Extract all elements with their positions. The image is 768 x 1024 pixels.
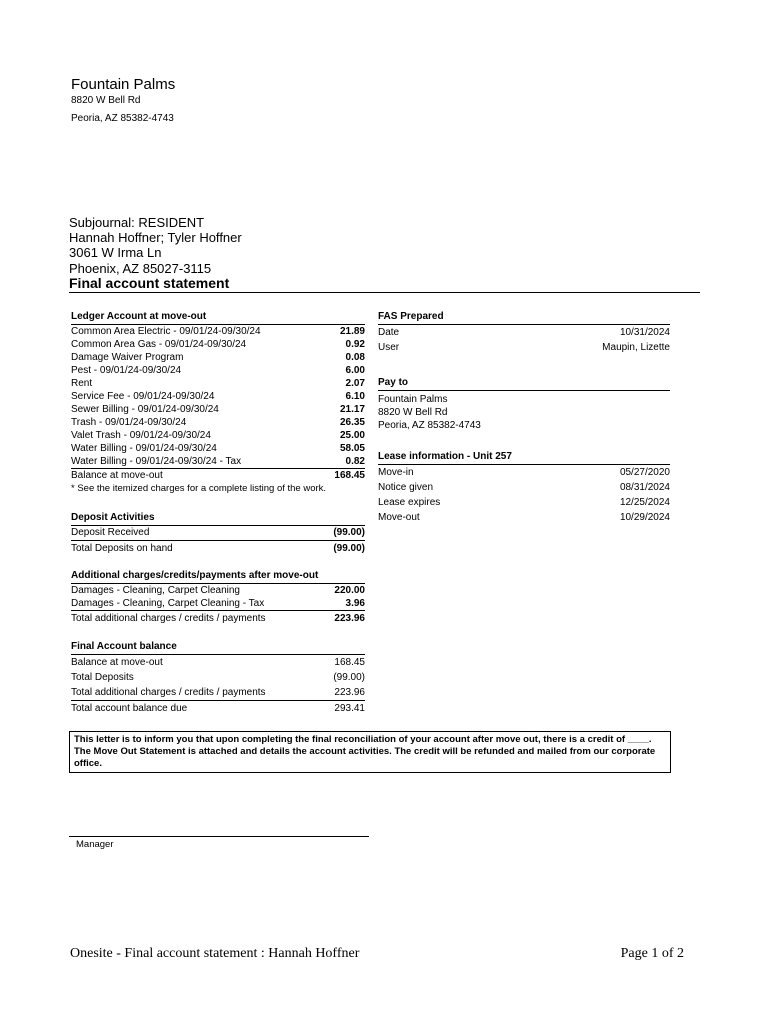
- row-value: Maupin, Lizette: [602, 342, 670, 353]
- additional-heading: Additional charges/credits/payments after move-out: [71, 569, 365, 584]
- property-name: Fountain Palms: [71, 76, 176, 93]
- table-row: [71, 364, 365, 377]
- row-value: 220.00: [334, 585, 365, 596]
- row-value: 26.35: [339, 417, 365, 428]
- additional-section: [71, 569, 365, 625]
- row-value: 0.08: [345, 352, 365, 363]
- table-row: [71, 526, 365, 540]
- deposits-total-row: [71, 540, 365, 555]
- ledger-total-row: [71, 468, 365, 482]
- footer-page-number: Page 1 of 2: [620, 946, 684, 961]
- row-label: Damages - Cleaning, Carpet Cleaning - Tax: [71, 598, 265, 609]
- row-label: Common Area Electric - 09/01/24-09/30/24: [71, 326, 261, 337]
- row-value: 58.05: [339, 443, 365, 454]
- row-value: (99.00): [333, 527, 365, 538]
- row-label: Move-out: [378, 512, 420, 523]
- deposit-rows: [71, 526, 365, 540]
- deposits-heading: Deposit Activities: [71, 511, 365, 526]
- row-label: Rent: [71, 378, 93, 389]
- property-street: 8820 W Bell Rd: [71, 95, 141, 106]
- row-label: Date: [378, 327, 400, 338]
- row-value: 21.89: [339, 326, 365, 337]
- subjournal: Subjournal: RESIDENT: [69, 215, 205, 230]
- title-rule: [69, 292, 700, 293]
- deposits-total-label: Total Deposits on hand: [71, 543, 173, 554]
- row-label: Deposit Received: [71, 527, 150, 538]
- row-value: 168.45: [334, 657, 365, 668]
- letter-text: This letter is to inform you that upon completing the final reconciliation of your account after move out, there is a credit of ____. The Move Out Statement is attached and details the account activities. The credit will be refunded and mailed from our corporate office.: [74, 734, 656, 769]
- row-label: Valet Trash - 09/01/24-09/30/24: [71, 430, 211, 441]
- pay-to-line-street: 8820 W Bell Rd: [378, 407, 448, 418]
- lease-rows: [378, 465, 670, 525]
- row-label: Damages - Cleaning, Carpet Cleaning: [71, 585, 240, 596]
- recipient-city: Phoenix, AZ 85027-3115: [69, 261, 212, 276]
- table-row: [378, 510, 670, 525]
- row-value: 3.96: [345, 598, 365, 609]
- recipient-street: 3061 W Irma Ln: [69, 245, 162, 260]
- row-value: 6.10: [345, 391, 365, 402]
- row-label: Service Fee - 09/01/24-09/30/24: [71, 391, 215, 402]
- row-value: 0.82: [345, 456, 365, 467]
- row-label: Common Area Gas - 09/01/24-09/30/24: [71, 339, 247, 350]
- ledger-note: * See the itemized charges for a complete listing of the work.: [71, 483, 327, 494]
- row-label: Total Deposits: [71, 672, 134, 683]
- row-label: Balance at move-out: [71, 657, 163, 668]
- row-value: 223.96: [334, 687, 365, 698]
- row-value: 25.00: [339, 430, 365, 441]
- table-row: [71, 685, 365, 700]
- row-label: Lease expires: [378, 497, 441, 508]
- property-header: [71, 76, 175, 125]
- row-value: 21.17: [339, 404, 365, 415]
- final-balance-rows: [71, 655, 365, 700]
- recipient-names: Hannah Hoffner; Tyler Hoffner: [69, 230, 242, 245]
- additional-rows: [71, 584, 365, 610]
- lease-section: [378, 450, 670, 525]
- ledger-total-label: Balance at move-out: [71, 470, 163, 481]
- final-balance-total-row: [71, 700, 365, 715]
- row-label: Move-in: [378, 467, 414, 478]
- row-value: 12/25/2024: [619, 497, 670, 508]
- row-value: 08/31/2024: [619, 482, 670, 493]
- footer-left: Onesite - Final account statement : Hannah Hoffner: [70, 946, 360, 961]
- row-value: 10/29/2024: [619, 512, 670, 523]
- table-row: [71, 403, 365, 416]
- ledger-section: [71, 310, 365, 495]
- row-value: 2.07: [345, 378, 365, 389]
- table-row: [378, 480, 670, 495]
- table-row: [71, 351, 365, 364]
- row-label: Notice given: [378, 482, 434, 493]
- table-row: [71, 338, 365, 351]
- final-balance-section: [71, 640, 365, 715]
- table-row: [378, 325, 670, 340]
- table-row: [71, 416, 365, 429]
- row-value: 10/31/2024: [619, 327, 670, 338]
- table-row: [71, 597, 365, 610]
- pay-to-line-name: Fountain Palms: [378, 394, 448, 405]
- row-value: 6.00: [345, 365, 365, 376]
- additional-total-label: Total additional charges / credits / payments: [71, 613, 266, 624]
- table-row: [71, 377, 365, 390]
- final-balance-total-value: 293.41: [334, 703, 365, 714]
- row-label: Water Billing - 09/01/24-09/30/24 - Tax: [71, 456, 242, 467]
- table-row: [71, 442, 365, 455]
- table-row: [378, 495, 670, 510]
- row-label: Damage Waiver Program: [71, 352, 184, 363]
- ledger-total-value: 168.45: [334, 470, 365, 481]
- fas-heading: FAS Prepared: [378, 310, 670, 325]
- signature-label: Manager: [76, 839, 114, 850]
- row-label: User: [378, 342, 400, 353]
- table-row: [71, 325, 365, 338]
- deposits-total-value: (99.00): [333, 543, 365, 554]
- row-label: Sewer Billing - 09/01/24-09/30/24: [71, 404, 219, 415]
- row-label: Pest - 09/01/24-09/30/24: [71, 365, 182, 376]
- fas-rows: [378, 325, 670, 355]
- fas-section: [378, 310, 670, 355]
- property-city: Peoria, AZ 85382-4743: [71, 113, 174, 124]
- table-row: [71, 390, 365, 403]
- letter-box: [69, 731, 671, 773]
- pay-to-section: [378, 376, 670, 432]
- pay-to-heading: Pay to: [378, 376, 670, 391]
- table-row: [71, 655, 365, 670]
- additional-total-row: [71, 610, 365, 625]
- table-row: [71, 670, 365, 685]
- pay-to-line-city: Peoria, AZ 85382-4743: [378, 420, 481, 431]
- row-value: 0.92: [345, 339, 365, 350]
- row-label: Trash - 09/01/24-09/30/24: [71, 417, 187, 428]
- table-row: [378, 465, 670, 480]
- additional-total-value: 223.96: [334, 613, 365, 624]
- table-row: [71, 455, 365, 468]
- ledger-rows: [71, 325, 365, 468]
- final-balance-heading: Final Account balance: [71, 640, 365, 655]
- table-row: [71, 584, 365, 597]
- final-balance-total-label: Total account balance due: [71, 703, 188, 714]
- row-value: (99.00): [333, 672, 365, 683]
- lease-heading: Lease information - Unit 257: [378, 450, 670, 465]
- document-title: Final account statement: [69, 275, 230, 291]
- ledger-heading: Ledger Account at move-out: [71, 310, 365, 325]
- table-row: [71, 429, 365, 442]
- table-row: [378, 340, 670, 355]
- row-label: Total additional charges / credits / payments: [71, 687, 266, 698]
- signature-line: [69, 836, 369, 837]
- row-label: Water Billing - 09/01/24-09/30/24: [71, 443, 217, 454]
- recipient-block: [69, 215, 242, 276]
- deposits-section: [71, 511, 365, 555]
- row-value: 05/27/2020: [619, 467, 670, 478]
